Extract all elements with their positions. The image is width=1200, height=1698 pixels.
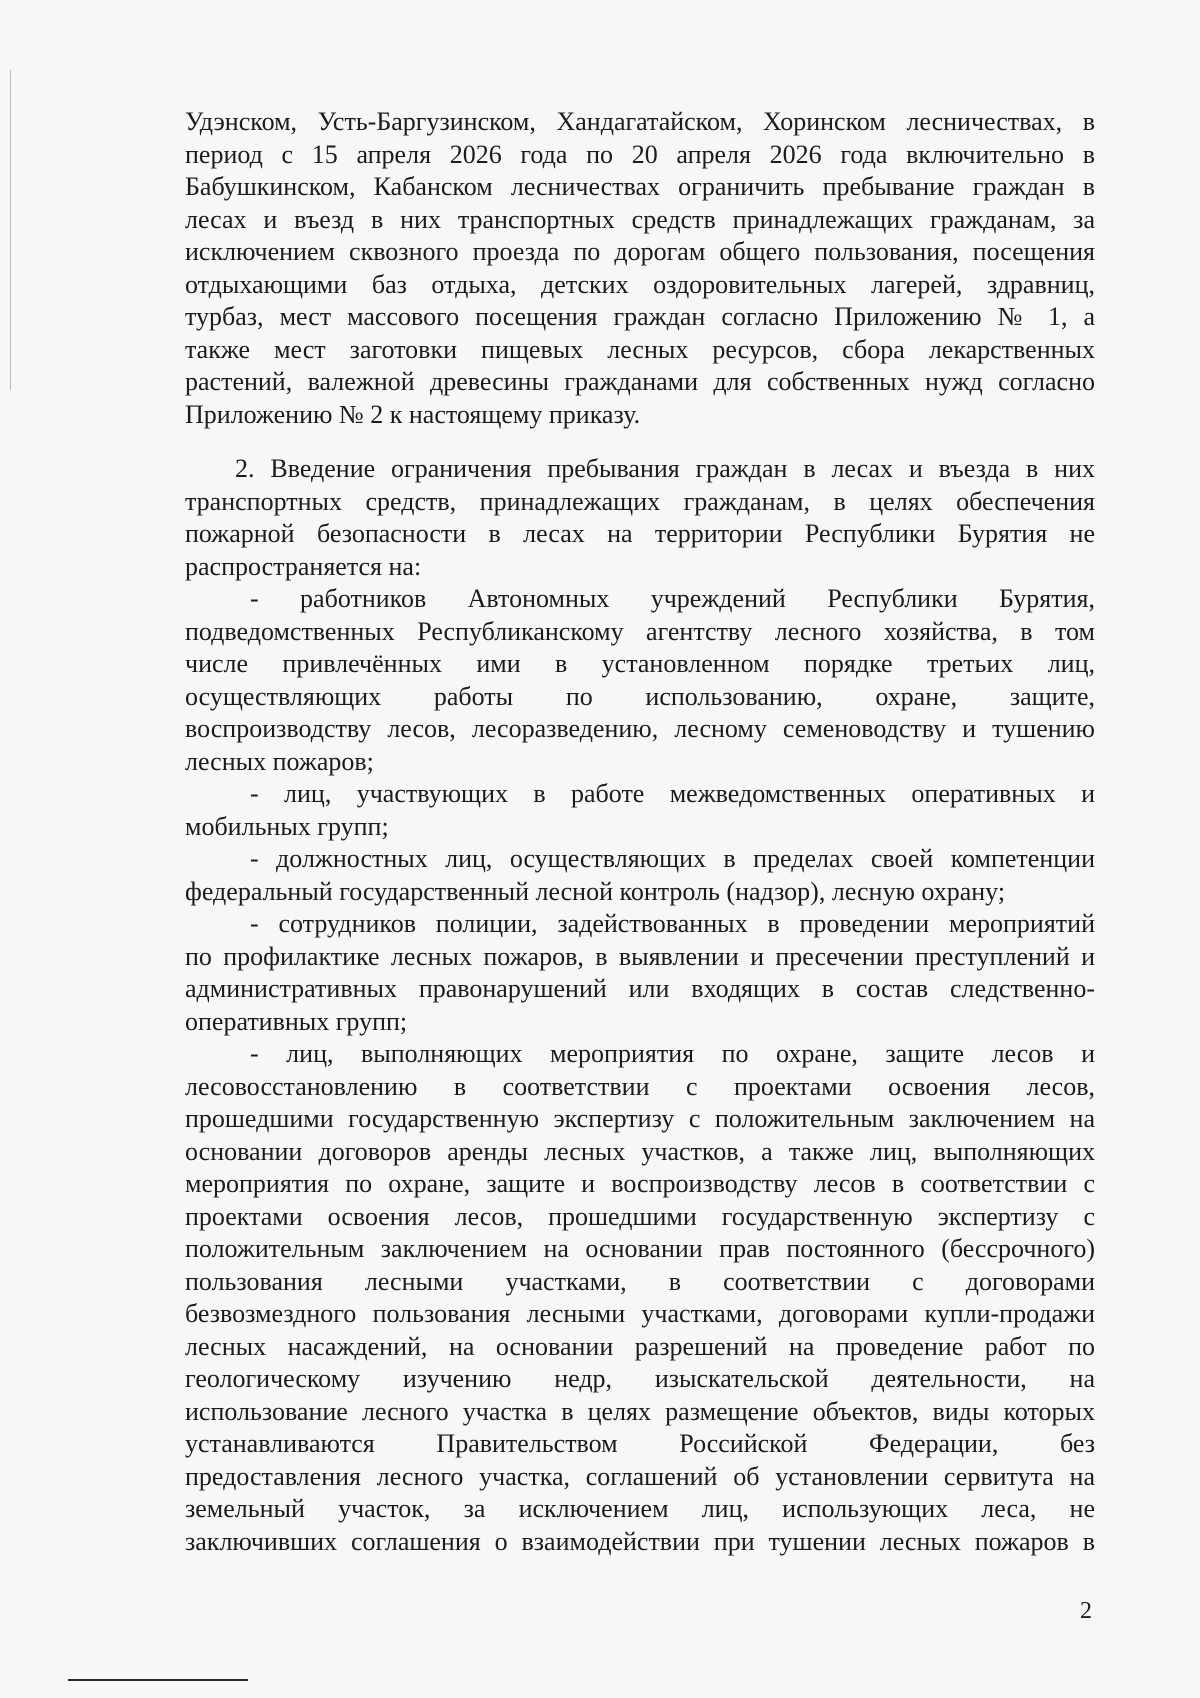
- text-line: геологическому изучению недр, изыскательской деятельности, на: [185, 1364, 1095, 1393]
- text-line: осуществляющих работы по использованию, охране, защите,: [185, 681, 1095, 711]
- page-number: 2: [1080, 1598, 1092, 1624]
- text-line: пользования лесными участками, в соответствии с договорами: [185, 1266, 1095, 1296]
- text-line: турбаз, мест массового посещения граждан согласно Приложению № 1, а: [185, 302, 1095, 331]
- scan-binding-mark: [10, 70, 11, 390]
- text-line: также мест заготовки пищевых лесных ресурсов, сбора лекарственных: [185, 334, 1095, 364]
- text-line: положительным заключением на основании прав постоянного (бессрочного): [185, 1234, 1095, 1263]
- footer-rule: [68, 1679, 248, 1681]
- list-item-start: - сотрудников полиции, задействованных в проведении мероприятий: [250, 909, 1095, 938]
- text-line: прошедшими государственную экспертизу с положительным заключением на: [185, 1104, 1095, 1133]
- text-line: исключением сквозного проезда по дорогам общего пользования, посещения: [185, 237, 1095, 266]
- text-line: лесах и въезд в них транспортных средств принадлежащих гражданам, за: [185, 204, 1095, 234]
- list-item-start: - лиц, участвующих в работе межведомственных оперативных и: [250, 779, 1095, 808]
- text-line: земельный участок, за исключением лиц, использующих леса, не: [185, 1494, 1095, 1523]
- text-line: период с 15 апреля 2026 года по 20 апреля 2026 года включительно в: [185, 139, 1095, 169]
- text-line: заключивших соглашения о взаимодействии при тушении лесных пожаров в: [185, 1526, 1095, 1556]
- text-line: оперативных групп;: [185, 1006, 408, 1036]
- text-line: проектами освоения лесов, прошедшими государственную экспертизу с: [185, 1201, 1095, 1231]
- text-line: пожарной безопасности в лесах на территории Республики Бурятия не: [185, 519, 1095, 548]
- text-line: предоставления лесного участка, соглашений об установлении сервитута на: [185, 1461, 1095, 1491]
- text-line: отдыхающими баз отдыха, детских оздоровительных лагерей, здравниц,: [185, 269, 1095, 299]
- text-line: лесовосстановлению в соответствии с проектами освоения лесов,: [185, 1071, 1095, 1101]
- text-line: воспроизводству лесов, лесоразведению, лесному семеноводству и тушению: [185, 714, 1095, 743]
- text-line: использование лесного участка в целях размещение объектов, виды которых: [185, 1396, 1095, 1426]
- text-line: мероприятия по охране, защите и воспроизводству лесов в соответствии с: [185, 1169, 1095, 1198]
- list-item-start: - должностных лиц, осуществляющих в пределах своей компетенции: [250, 844, 1095, 873]
- text-line: мобильных групп;: [185, 811, 389, 841]
- list-item-start: - работников Автономных учреждений Республики Бурятия,: [250, 584, 1095, 613]
- text-line: лесных пожаров;: [185, 746, 374, 776]
- text-line: Бабушкинском, Кабанском лесничествах ограничить пребывание граждан в: [185, 172, 1095, 201]
- text-line: Удэнском, Усть-Баргузинском, Хандагатайском, Хоринском лесничествах, в: [185, 107, 1095, 136]
- paragraph-continuation: [185, 106, 1095, 431]
- text-line: Приложению № 2 к настоящему приказу.: [185, 399, 641, 429]
- paragraph-2-exemptions: [185, 453, 1095, 1558]
- text-line: подведомственных Республиканскому агентству лесного хозяйства, в том: [185, 616, 1095, 646]
- text-line: административных правонарушений или входящих в состав следственно-: [185, 974, 1095, 1003]
- text-line: числе привлечённых ими в установленном порядке третьих лиц,: [185, 649, 1095, 678]
- text-line: растений, валежной древесины гражданами для собственных нужд согласно: [185, 367, 1095, 396]
- text-line: безвозмездного пользования лесными участками, договорами купли-продажи: [185, 1299, 1095, 1328]
- text-line: федеральный государственный лесной контроль (надзор), лесную охрану;: [185, 876, 1006, 906]
- text-line: по профилактике лесных пожаров, в выявлении и пресечении преступлений и: [185, 941, 1095, 971]
- paragraph-heading-line: 2. Введение ограничения пребывания граждан в лесах и въезда в них: [235, 454, 1095, 483]
- text-line: лесных насаждений, на основании разрешений на проведение работ по: [185, 1331, 1095, 1361]
- text-line: устанавливаются Правительством Российской Федерации, без: [185, 1429, 1095, 1458]
- list-item-start: - лиц, выполняющих мероприятия по охране, защите лесов и: [250, 1039, 1095, 1068]
- text-line: транспортных средств, принадлежащих гражданам, в целях обеспечения: [185, 486, 1095, 516]
- text-line: основании договоров аренды лесных участков, а также лиц, выполняющих: [185, 1136, 1095, 1166]
- text-line: распространяется на:: [185, 551, 422, 581]
